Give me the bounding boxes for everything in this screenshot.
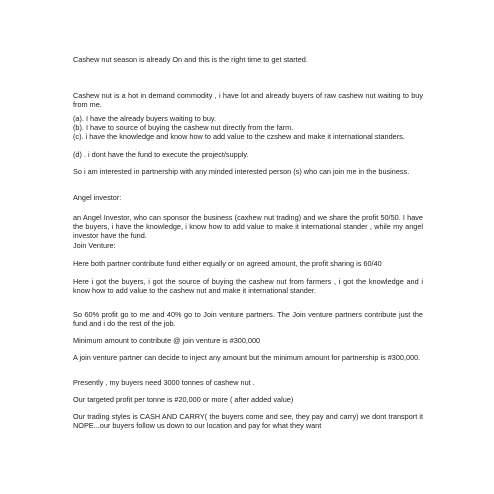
buyers-need-line: Presently , my buyers need 3000 tonnes of cashew nut .: [73, 378, 255, 387]
list-item: (b). I have to source of buying the cashew nut directly from the farm.: [73, 123, 294, 132]
intro-line: Cashew nut season is already On and this is the right time to get started.: [73, 55, 308, 64]
intro-paragraph: Cashew nut is a hot in demand commodity , i have lot and already buyers of raw cashew nut waiting to buy from me.: [73, 91, 423, 110]
inject-paragraph: A join venture partner can decide to inject any amount but the minimum amount for partnership is #300,000.: [73, 353, 421, 362]
profit-split-paragraph: So 60% profit go to me and 40% go to Join venture partners. The Join venture partners contribute just the fund and i do the rest of the job.: [73, 310, 423, 329]
list-item: (a). I have the already buyers waiting to buy.: [73, 114, 217, 123]
angel-paragraph: an Angel Investor, who can sponsor the business (caxhew nut trading) and we share the profit 50/50. I have the buyers, i have the knowledge, i know how to add value to make it international stander , while my angel investor have the fund.: [73, 213, 423, 241]
join-heading: Join Venture:: [73, 241, 116, 250]
minimum-amount-line: Minimum amount to contribute @ join venture is #300,000: [73, 336, 261, 345]
trading-style-paragraph: Our trading styles is CASH AND CARRY( the buyers come and see, they pay and carry) we dont transport it NOPE...our buyers follow us down to our location and pay for what they want: [73, 412, 423, 431]
join-paragraph-2: Here i got the buyers, i got the source of buying the cashew nut from farmers , i got the knowledge and i know how to add value to the cashew nut and make it international stander.: [73, 277, 423, 296]
angel-heading: Angel investor:: [73, 193, 122, 202]
join-paragraph-1: Here both partner contribute fund either equally or on agreed amount, the profit sharing is 60/40: [73, 259, 382, 268]
partnership-paragraph: So i am interested in partnership with any minded interested person (s) who can join me in the business.: [73, 167, 410, 176]
target-profit-line: Our targeted profit per tonne is #20,000 or more ( after added value): [73, 395, 294, 404]
list-item: (d) . i dont have the fund to execute the project/supply.: [73, 150, 249, 159]
list-item: (c). i have the knowledge and know how to add value to the czshew and make it international standers.: [73, 132, 405, 141]
